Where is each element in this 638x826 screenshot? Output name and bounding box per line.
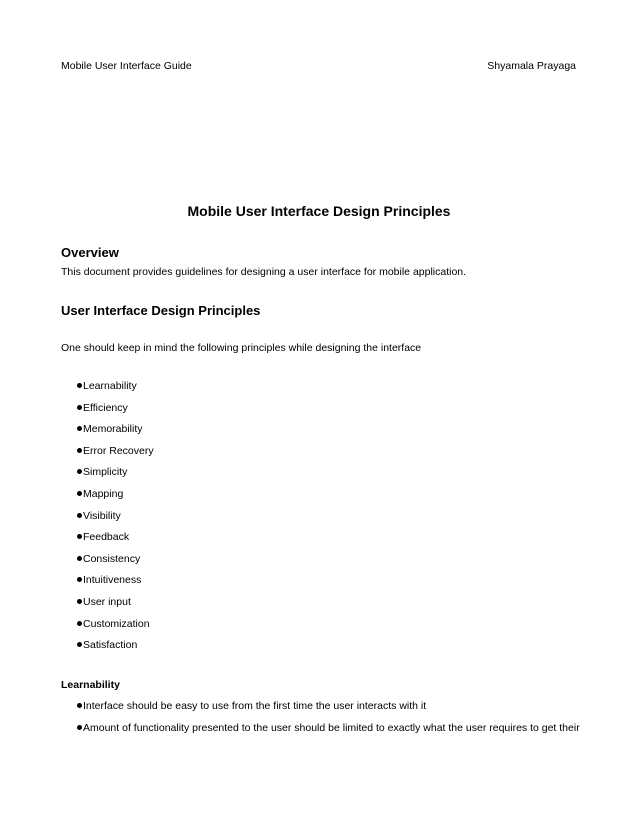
overview-text: This document provides guidelines for designing a user interface for mobile application.	[61, 266, 467, 278]
list-item-label: Mapping	[83, 487, 124, 500]
list-item	[77, 596, 154, 618]
list-item	[77, 574, 154, 596]
list-item-label: Visibility	[83, 509, 121, 522]
bullet-icon	[77, 383, 82, 388]
list-item	[77, 423, 154, 445]
principles-intro: One should keep in mind the following principles while designing the interface	[61, 342, 422, 354]
page-title: Mobile User Interface Design Principles	[187, 203, 451, 219]
list-item-label: Memorability	[83, 423, 143, 436]
list-item-label: Learnability	[83, 380, 137, 392]
bullet-icon	[77, 703, 82, 708]
list-item-label: Satisfaction	[83, 639, 138, 652]
list-item	[77, 466, 154, 488]
list-item-label: Simplicity	[83, 466, 128, 479]
bullet-icon	[77, 448, 82, 453]
bullet-icon	[77, 405, 82, 410]
list-item-label: Customization	[83, 617, 150, 630]
list-item	[77, 722, 580, 744]
header-document-title: Mobile User Interface Guide	[61, 60, 192, 72]
overview-heading: Overview	[61, 245, 119, 260]
list-item	[77, 700, 580, 722]
list-item	[77, 553, 154, 575]
bullet-icon	[77, 513, 82, 518]
list-item	[77, 531, 154, 553]
principles-heading: User Interface Design Principles	[61, 303, 261, 318]
list-item-label: Consistency	[83, 552, 141, 565]
list-item	[77, 510, 154, 532]
bullet-icon	[77, 534, 82, 539]
header-author: Shyamala Prayaga	[487, 60, 576, 72]
list-item	[77, 639, 154, 661]
list-item	[77, 618, 154, 640]
learnability-list	[77, 700, 580, 743]
principles-list	[77, 380, 154, 661]
list-item	[77, 445, 154, 467]
bullet-icon	[77, 599, 82, 604]
list-item	[77, 488, 154, 510]
bullet-icon	[77, 642, 82, 647]
bullet-icon	[77, 556, 82, 561]
bullet-icon	[77, 621, 82, 626]
list-item-label: Error Recovery	[83, 444, 154, 457]
bullet-icon	[77, 577, 82, 582]
bullet-icon	[77, 426, 82, 431]
bullet-icon	[77, 491, 82, 496]
list-item-label: Efficiency	[83, 401, 128, 414]
learnability-heading: Learnability	[61, 679, 120, 691]
list-item	[77, 380, 154, 402]
bullet-icon	[77, 469, 82, 474]
list-item-label: Intuitiveness	[83, 574, 142, 587]
list-item-label: Feedback	[83, 531, 130, 544]
list-item	[77, 402, 154, 424]
bullet-icon	[77, 725, 82, 730]
list-item-label: Amount of functionality presented to the user should be limited to exactly what the user requires to get their	[83, 721, 580, 734]
list-item-label: Interface should be easy to use from the first time the user interacts with it	[83, 700, 427, 712]
list-item-label: User input	[83, 595, 131, 608]
